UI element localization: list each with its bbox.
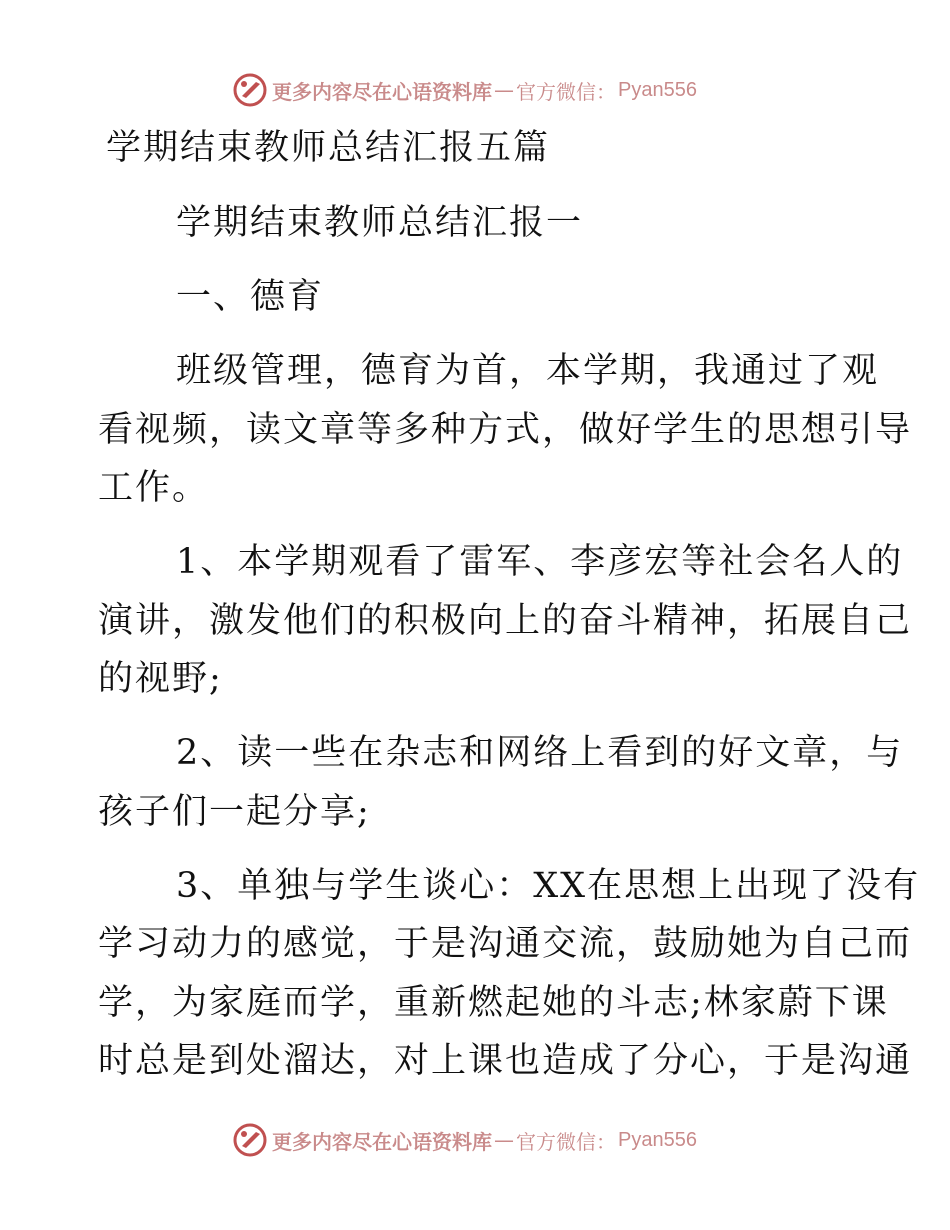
banner-dash: — (494, 1128, 514, 1152)
banner-text: 更多内容尽在心语资料库 (272, 1129, 492, 1154)
banner-wechat-id: Pyan556 (618, 1128, 697, 1151)
footer-banner (232, 1120, 697, 1160)
paragraph-line: 班级管理，德育为首，本学期，我通过了观 (176, 351, 880, 391)
document-subtitle: 学期结束教师总结汇报一 (176, 203, 584, 243)
banner-wechat-label: 官方微信： (516, 79, 616, 104)
banner-text: 更多内容尽在心语资料库 (272, 79, 492, 104)
paragraph-line: 学习动力的感觉，于是沟通交流，鼓励她为自己而 (98, 924, 913, 964)
paragraph-line: 工作。 (98, 468, 210, 508)
paragraph-line: 时总是到处溜达，对上课也造成了分心，于是沟通 (98, 1041, 913, 1081)
header-banner (232, 70, 697, 110)
banner-dash: — (494, 78, 514, 102)
logo-icon (232, 1122, 268, 1158)
paragraph-line: 3、单独与学生谈心：XX在思想上出现了没有 (176, 866, 921, 906)
document-title: 学期结束教师总结汇报五篇 (106, 128, 551, 168)
paragraph-line: 看视频，读文章等多种方式，做好学生的思想引导 (98, 410, 913, 450)
banner-wechat-label: 官方微信： (516, 1129, 616, 1154)
section-heading: 一、德育 (176, 277, 325, 317)
logo-icon (232, 72, 268, 108)
banner-wechat-id: Pyan556 (618, 78, 697, 101)
paragraph-line: 孩子们一起分享; (98, 792, 371, 832)
paragraph-line: 2、读一些在杂志和网络上看到的好文章，与 (176, 733, 904, 773)
paragraph-line: 学，为家庭而学，重新燃起她的斗志;林家蔚下课 (98, 983, 889, 1023)
paragraph-line: 的视野; (98, 659, 223, 699)
paragraph-line: 1、本学期观看了雷军、李彦宏等社会名人的 (176, 542, 904, 582)
paragraph-line: 演讲，激发他们的积极向上的奋斗精神，拓展自己 (98, 601, 913, 641)
